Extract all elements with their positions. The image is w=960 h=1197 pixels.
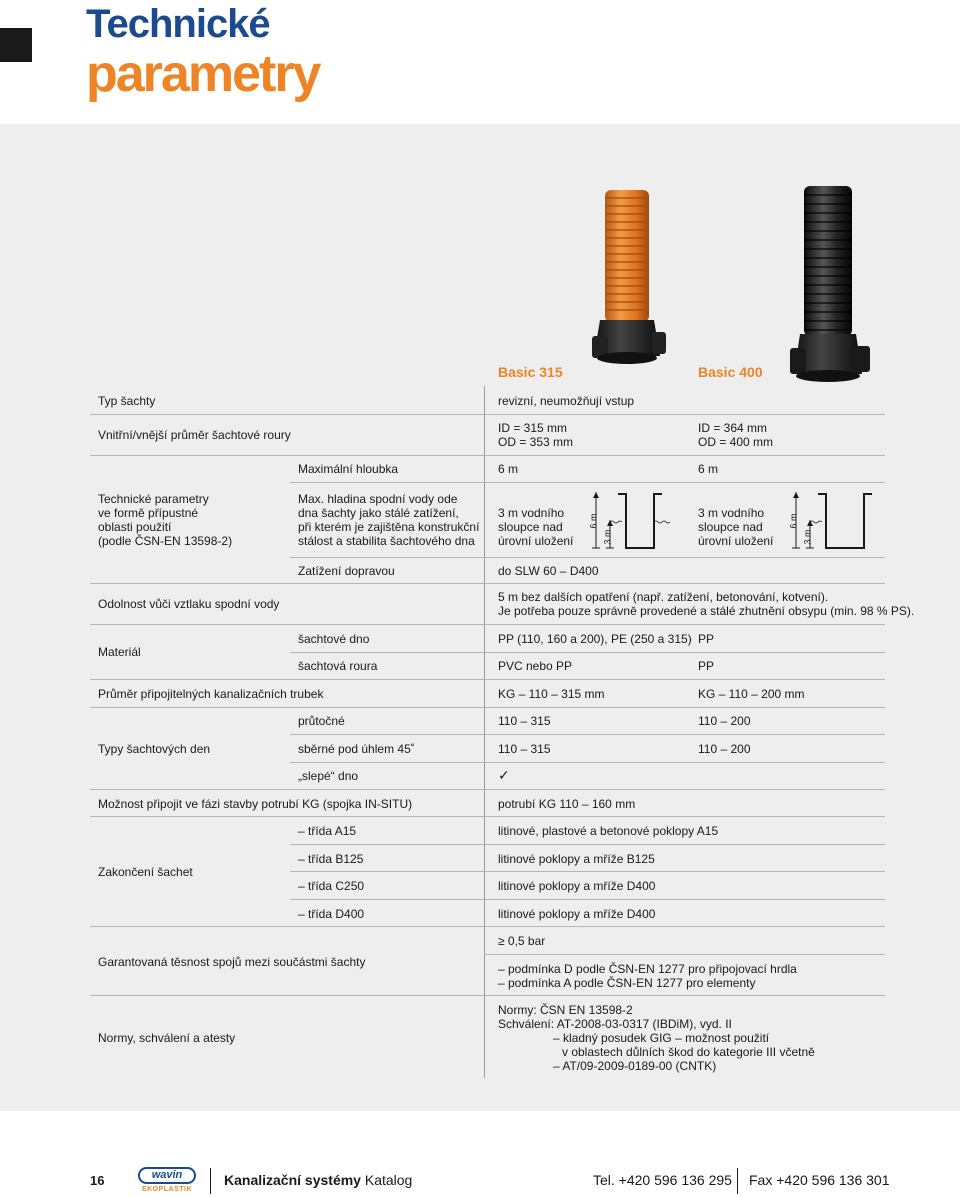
material-dno-400: PP: [698, 632, 715, 646]
tesnost-pressure: ≥ 0,5 bar: [498, 934, 546, 948]
prumer-trubek-400: KG – 110 – 200 mm: [698, 687, 805, 701]
max-hloubka-315: 6 m: [498, 462, 519, 476]
prumer-trubek-315: KG – 110 – 315 mm: [498, 687, 605, 701]
diagram-400-3m-label: 3 m: [802, 529, 813, 545]
tesnost-line2: – podmínka D podle ČSN-EN 1277 pro připojovací hrdla: [498, 962, 797, 976]
diagram-315-3m-label: 3 m: [602, 529, 613, 545]
hladina-400-line: úrovní uložení: [698, 534, 774, 548]
sberne-400: 110 – 200: [698, 742, 751, 756]
vztlak-line1: 5 m bez dalších opatření (např. zatížení, betonování, kotvení).: [498, 590, 829, 604]
vztlak-line2: Je potřeba pouze správně provedené a stálé zhutnění obsypu (min. 98 % PS).: [498, 604, 915, 618]
logo-subtitle: EKOPLASTIK: [141, 1186, 193, 1193]
page-number: 16: [90, 1173, 105, 1188]
hladina-label-line: při kterém je zajištěna konstrukční: [298, 520, 480, 534]
row-separator: [290, 899, 885, 900]
zakonceni-value: litinové poklopy a mříže D400: [498, 907, 656, 921]
material-roura-400: PP: [698, 659, 715, 673]
catalog-title-rest: Katalog: [360, 1172, 413, 1188]
material-roura-label: šachtová roura: [298, 659, 378, 673]
prumer-400-od: OD = 400 mm: [698, 435, 774, 449]
tech-label-line: ve formě přípustné: [98, 506, 199, 520]
prutocne-label: průtočné: [298, 714, 345, 728]
footer-fax: Fax +420 596 136 301: [749, 1172, 890, 1188]
zakonceni-class: – třída B125: [298, 852, 364, 866]
basic-400-name: Basic 400: [698, 364, 763, 380]
normy-line: v oblastech důlních škod do kategorie III včetně: [562, 1045, 815, 1059]
basic-315-product-image: [590, 186, 670, 376]
zakonceni-value: litinové, plastové a betonové poklopy A15: [498, 824, 719, 838]
prumer-315-id: ID = 315 mm: [498, 421, 568, 435]
material-label: Materiál: [98, 645, 141, 659]
page-title-line1: Technické: [86, 2, 270, 46]
row-separator: [90, 995, 885, 996]
prumer-label: Vnitřní/vnější průměr šachtové roury: [98, 428, 291, 442]
prumer-400-id: ID = 364 mm: [698, 421, 768, 435]
hladina-label-line: dna šachty jako stálé zatížení,: [298, 506, 459, 520]
typy-den-label: Typy šachtových den: [98, 742, 211, 756]
page-title-line2: parametry: [86, 45, 320, 103]
row-separator: [290, 557, 885, 558]
prutocne-400: 110 – 200: [698, 714, 751, 728]
basic-400-product-image: [790, 186, 870, 386]
normy-label: Normy, schválení a atesty: [98, 1031, 236, 1045]
typ-label: Typ šachty: [98, 394, 156, 408]
normy-line: – kladný posudek GIG – možnost použití: [553, 1031, 770, 1045]
max-hloubka-400: 6 m: [698, 462, 719, 476]
row-separator: [90, 707, 885, 708]
diagram-400-6m-label: 6 m: [788, 513, 799, 529]
material-dno-315: PP (110, 160 a 200), PE (250 a 315): [498, 632, 692, 646]
hladina-315-line: úrovní uložení: [498, 534, 574, 548]
normy-line: Normy: ČSN EN 13598-2: [498, 1003, 633, 1017]
slepe-label: „slepé“ dno: [298, 769, 359, 783]
hladina-label-line: Max. hladina spodní vody ode: [298, 492, 458, 506]
max-hloubka-label: Maximální hloubka: [298, 462, 399, 476]
sberne-label: sběrné pod úhlem 45˚: [298, 742, 415, 756]
row-separator: [290, 844, 885, 845]
zatizeni-label: Zatížení dopravou: [298, 564, 395, 578]
hladina-315-line: sloupce nad: [498, 520, 563, 534]
typ-value: revizní, neumožňují vstup: [498, 394, 635, 408]
hladina-400-line: sloupce nad: [698, 520, 763, 534]
prumer-315-od: OD = 353 mm: [498, 435, 574, 449]
row-separator: [484, 954, 885, 955]
zatizeni-value: do SLW 60 – D400: [498, 564, 599, 578]
hladina-315-line: 3 m vodního: [498, 506, 565, 520]
material-roura-315: PVC nebo PP: [498, 659, 573, 673]
tech-label-line: oblasti použití: [98, 520, 172, 534]
normy-line: – AT/09-2009-0189-00 (CNTK): [553, 1059, 717, 1073]
hladina-label-line: stálost a stabilita šachtového dna: [298, 534, 475, 548]
row-separator: [90, 789, 885, 790]
corner-marker: [0, 28, 32, 62]
moznost-label: Možnost připojit ve fázi stavby potrubí KG (spojka IN-SITU): [98, 797, 413, 811]
catalog-title-bold: Kanalizační systémy: [224, 1172, 361, 1188]
row-separator: [290, 871, 885, 872]
column-divider: [484, 386, 485, 1078]
zakonceni-value: litinové poklopy a mříže D400: [498, 879, 656, 893]
vztlak-label: Odolnost vůči vztlaku spodní vody: [98, 597, 280, 611]
row-separator: [90, 816, 885, 817]
tesnost-line3: – podmínka A podle ČSN-EN 1277 pro elementy: [498, 976, 756, 990]
row-separator: [90, 583, 885, 584]
row-separator: [290, 482, 885, 483]
row-separator: [290, 734, 885, 735]
prumer-trubek-label: Průměr připojitelných kanalizačních trubek: [98, 687, 324, 701]
tech-label-line: Technické parametry: [98, 492, 209, 506]
zakonceni-class: – třída C250: [298, 879, 365, 893]
row-separator: [90, 926, 885, 927]
zakonceni-class: – třída D400: [298, 907, 365, 921]
zakonceni-label: Zakončení šachet: [98, 865, 193, 879]
row-separator: [290, 762, 885, 763]
row-separator: [90, 455, 885, 456]
catalog-title: [224, 1172, 412, 1188]
basic-315-name: Basic 315: [498, 364, 563, 380]
moznost-value: potrubí KG 110 – 160 mm: [498, 797, 636, 811]
row-separator: [90, 679, 885, 680]
footer-separator: [210, 1168, 211, 1194]
row-separator: [90, 414, 885, 415]
slepe-315-check-icon: ✓: [498, 767, 510, 783]
normy-line: Schválení: AT-2008-03-0317 (IBDiM), vyd. II: [498, 1017, 732, 1031]
footer-separator: [737, 1168, 738, 1194]
footer-phone: Tel. +420 596 136 295: [593, 1172, 732, 1188]
wavin-logo: [138, 1167, 196, 1195]
row-separator: [290, 652, 885, 653]
logo-wordmark: wavin: [138, 1167, 196, 1184]
material-dno-label: šachtové dno: [298, 632, 370, 646]
diagram-315-6m-label: 6 m: [588, 513, 599, 529]
zakonceni-value: litinové poklopy a mříže B125: [498, 852, 655, 866]
tech-label-line: (podle ČSN-EN 13598-2): [98, 534, 233, 548]
hladina-400-line: 3 m vodního: [698, 506, 765, 520]
prutocne-315: 110 – 315: [498, 714, 551, 728]
zakonceni-class: – třída A15: [298, 824, 357, 838]
row-separator: [90, 624, 885, 625]
tesnost-label: Garantovaná těsnost spojů mezi součástmi šachty: [98, 955, 366, 969]
sberne-315: 110 – 315: [498, 742, 551, 756]
